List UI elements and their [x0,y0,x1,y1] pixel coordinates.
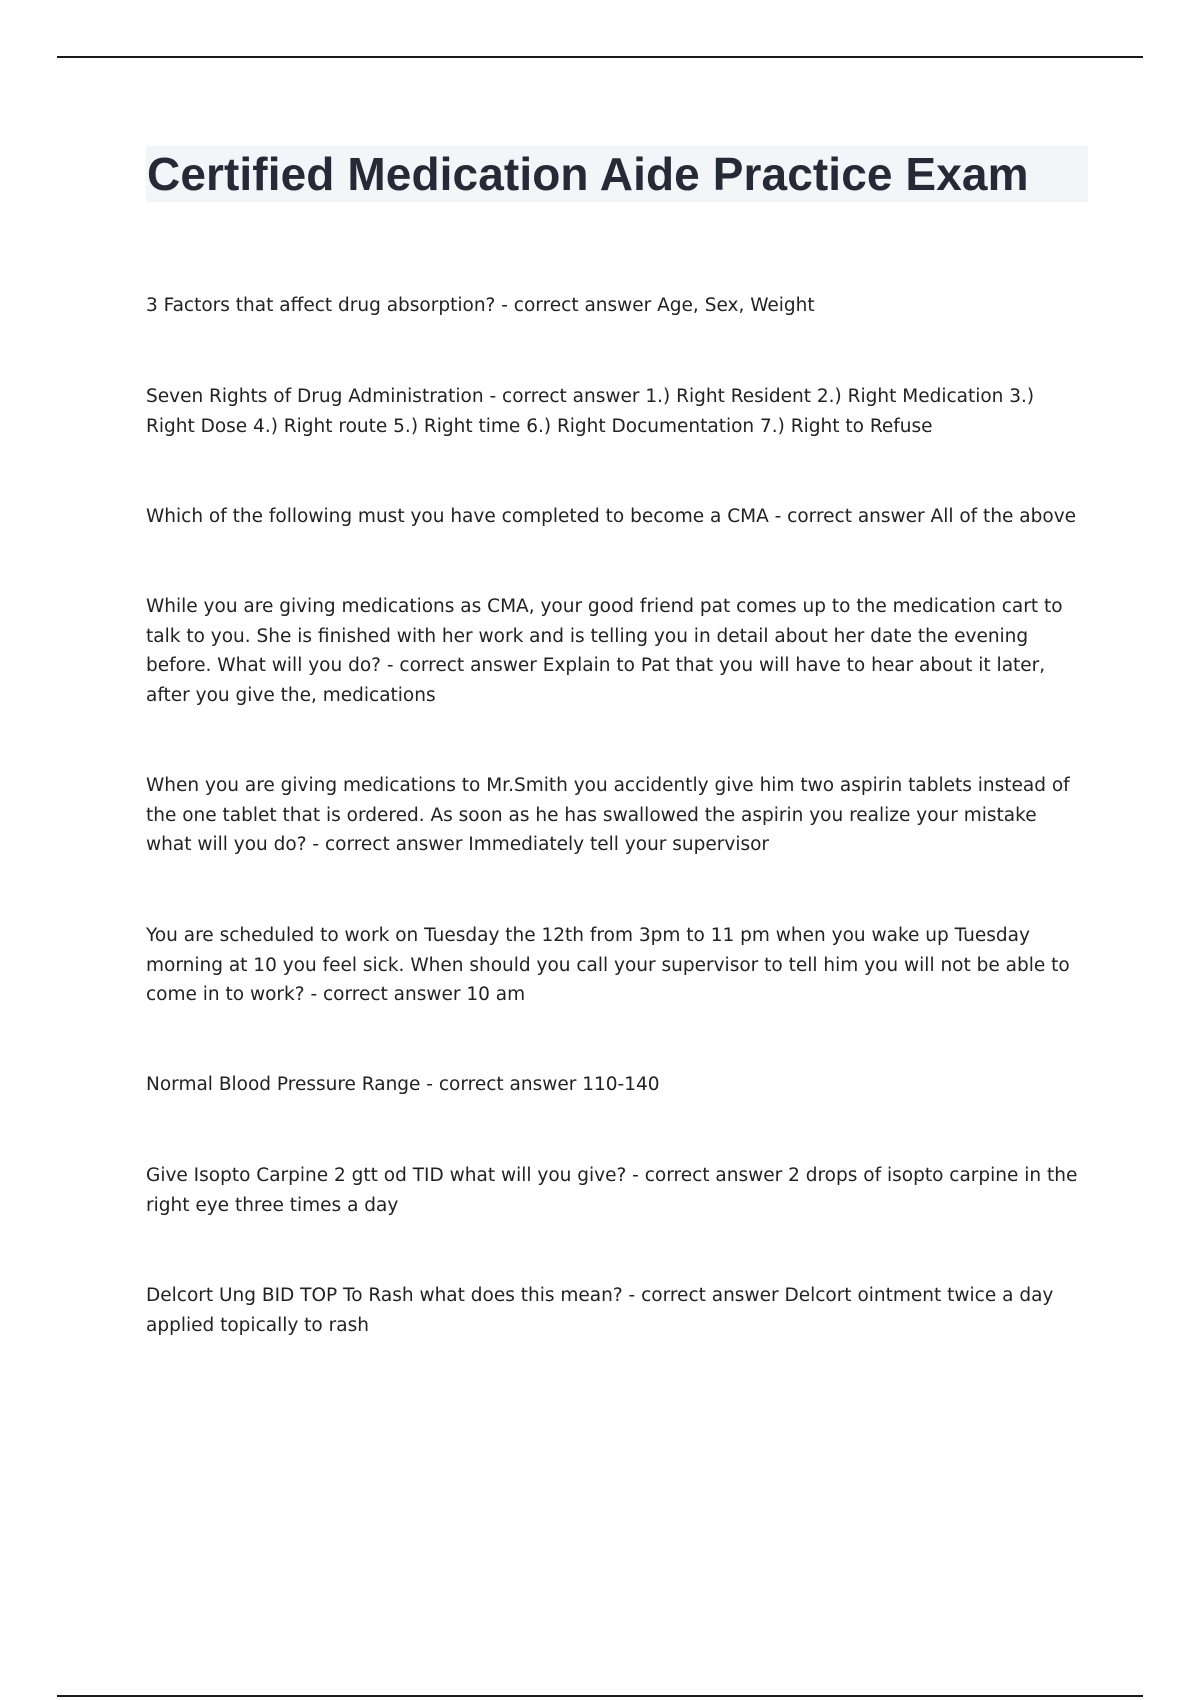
bottom-divider [57,1695,1143,1697]
qa-item-6: You are scheduled to work on Tuesday the 12th from 3pm to 11 pm when you wake up Tuesday morning at 10 you feel sick. When should you call your supervisor to tell him you will not be able to come in to work? - correct answer 10 am [146,925,1070,1005]
qa-item-8: Give Isopto Carpine 2 gtt od TID what will you give? - correct answer 2 drops of isopto carpine in the right eye three times a day [146,1165,1078,1216]
qa-item-3: Which of the following must you have completed to become a CMA - correct answer All of the above [146,506,1077,527]
top-divider [57,56,1143,58]
qa-item-9: Delcort Ung BID TOP To Rash what does this mean? - correct answer Delcort ointment twice a day applied topically to rash [146,1285,1054,1336]
qa-item-1: 3 Factors that affect drug absorption? - correct answer Age, Sex, Weight [146,295,815,316]
qa-item-2: Seven Rights of Drug Administration - correct answer 1.) Right Resident 2.) Right Medication 3.) Right Dose 4.) Right route 5.) Right time 6.) Right Documentation 7.) Right to Refuse [146,386,1035,437]
qa-item-7: Normal Blood Pressure Range - correct answer 110-140 [146,1074,660,1095]
qa-item-5: When you are giving medications to Mr.Smith you accidently give him two aspirin tablets instead of the one tablet that is ordered. As soon as he has swallowed the aspirin you realize your mistake what will you do? - correct answer Immediately tell your supervisor [146,775,1070,855]
document-title: Certified Medication Aide Practice Exam [147,148,1029,200]
title-banner [146,146,1088,202]
qa-item-4: While you are giving medications as CMA, your good friend pat comes up to the medication cart to talk to you. She is finished with her work and is telling you in detail about her date the evening before. What will you do? - correct answer Explain to Pat that you will have to hear about it later, after you give the, medications [146,596,1063,706]
